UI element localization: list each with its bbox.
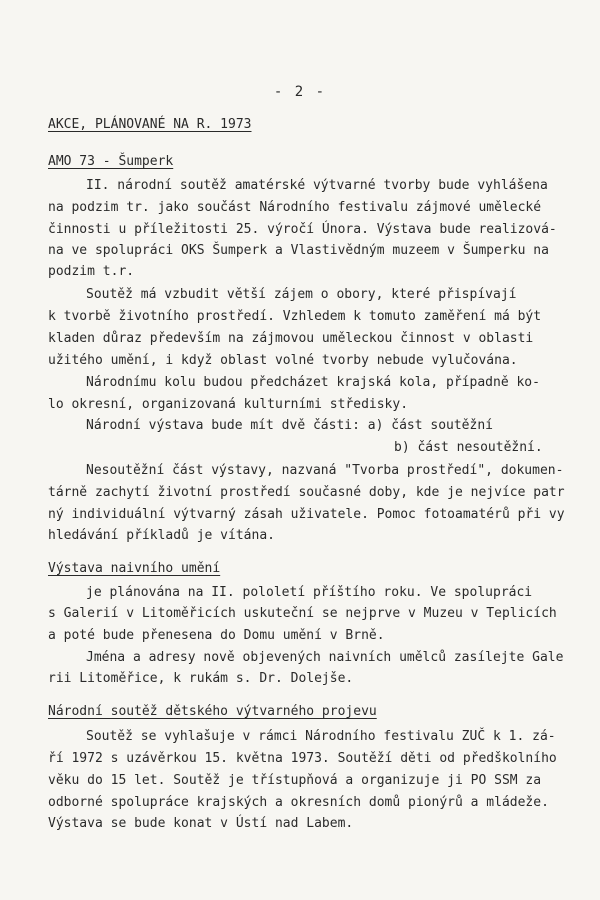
text-line: Národnímu kolu budou předcházet krajská kola, případně ko- [86, 375, 540, 390]
text-line: Výstava se bude konat v Ústí nad Labem. [48, 816, 354, 831]
text-line: a poté bude přenesena do Domu umění v Brně. [48, 628, 385, 643]
text-line: věku do 15 let. Soutěž je třístupňová a organizuje ji PO SSM za [48, 773, 542, 788]
text-line: na ve spolupráci OKS Šumperk a Vlastivědným muzeem v Šumperku na [48, 243, 549, 258]
text-line: hledávání příkladů je vítána. [48, 528, 275, 543]
text-line: Jména a adresy nově objevených naivních umělců zasílejte Gale [86, 650, 564, 665]
text-line: užitého umění, i když oblast volné tvorby nebude vylučována. [48, 353, 518, 368]
text-line: rii Litoměřice, k rukám s. Dr. Dolejše. [48, 671, 354, 686]
text-line: ří 1972 s uzávěrkou 15. května 1973. Soutěží děti od předškolního [48, 751, 557, 766]
text-line: tárně zachytí životní prostředí současné doby, kde je nejvíce patr [48, 485, 565, 500]
text-line: b) část nesoutěžní. [394, 440, 543, 455]
text-line: činnosti u příležitosti 25. výročí Února. Výstava bude realizová- [48, 222, 557, 237]
section-heading-amo: AMO 73 - Šumperk [48, 154, 174, 169]
text-line: odborné spolupráce krajských a okresních domů pionýrů a mládeže. [48, 795, 549, 810]
text-line: Soutěž má vzbudit větší zájem o obory, které přispívají [86, 287, 517, 302]
text-line: Soutěž se vyhlašuje v rámci Národního festivalu ZUČ k 1. zá- [86, 729, 556, 744]
text-line: k tvorbě životního prostředí. Vzhledem k tomuto zaměření má být [48, 309, 542, 324]
text-line: podzim t.r. [48, 264, 135, 279]
text-line: ný individuální výtvarný zásah uživatele. Pomoc fotoamatérů při vy [48, 507, 565, 522]
section-heading-children-contest: Národní soutěž dětského výtvarného projevu [48, 704, 377, 719]
document-title: AKCE, PLÁNOVANÉ NA R. 1973 [48, 117, 252, 132]
section-heading-naive-art: Výstava naivního umění [48, 561, 221, 576]
page-number: - 2 - [273, 84, 327, 100]
text-line: lo okresní, organizovaná kulturními středisky. [48, 397, 409, 412]
text-line: s Galerií v Litoměřicích uskuteční se nejprve v Muzeu v Teplicích [48, 606, 557, 621]
text-line: je plánována na II. pololetí příštího roku. Ve spolupráci [86, 585, 533, 600]
text-line: na podzim tr. jako součást Národního festivalu zájmové umělecké [48, 200, 542, 215]
text-line: Národní výstava bude mít dvě části: a) část soutěžní [86, 418, 493, 433]
text-line: II. národní soutěž amatérské výtvarné tvorby bude vyhlášena [86, 178, 548, 193]
text-line: Nesoutěžní část výstavy, nazvaná "Tvorba prostředí", dokumen- [86, 463, 564, 478]
text-line: kladen důraz především na zájmovou uměleckou činnost v oblasti [48, 331, 534, 346]
